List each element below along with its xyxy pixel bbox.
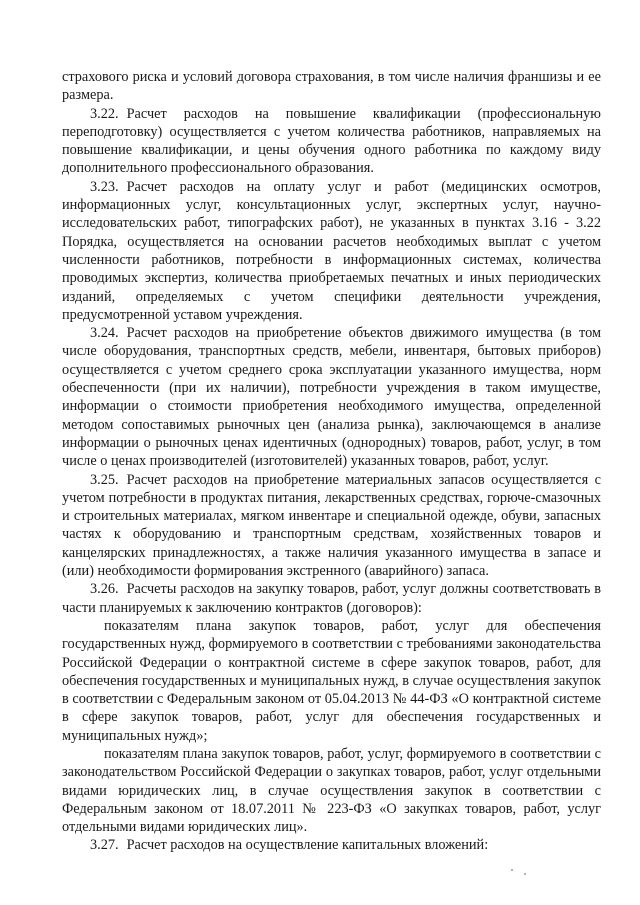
subparagraph-223-fz [62, 745, 601, 836]
paragraph-text: Расчеты расходов на закупку товаров, работ, услуг должны соответствовать в части планируемых к заключению контрактов (договоров): [62, 581, 601, 616]
paragraph-text: Расчет расходов на оплату услуг и работ (медицинских осмотров, информационных услуг, консультационных услуг, экспертных услуг, научно-исследовательских работ, типографских работ), не указанных в пунктах 3.16 - 3.22 Порядка, осуществляется на основании расчетов необходимых выплат с учетом численности работников, потребности в информационных системах, количества проводимых экспертиз, количества приобретаемых печатных и иных периодических изданий, определяемых с учетом специфики деятельности учреждения, предусмотренной уставом учреждения. [62, 178, 601, 323]
paragraph-number: 3.27. [90, 837, 119, 854]
paragraph-number: 3.25. [90, 471, 119, 488]
scan-speck [524, 873, 526, 875]
paragraph-3-24 [62, 324, 601, 470]
paragraph-text: Расчет расходов на приобретение материальных запасов осуществляется с учетом потребности в продуктах питания, лекарственных средствах, горюче-смазочных и строительных материалах, мягком инвентаре и специальной одежде, обуви, запасных частях к оборудованию и транспортным средствам, хозяйственных товаров и канцелярских принадлежностях, а также наличия указанного имущества в запасе и (или) необходимости формирования экстренного (аварийного) запаса. [62, 471, 601, 580]
scan-speck [511, 869, 513, 871]
paragraph-3-22 [62, 105, 601, 178]
paragraph-number: 3.23. [90, 178, 119, 195]
paragraph-text: показателям плана закупок товаров, работ, услуг для обеспечения государственных нужд, формируемого в соответствии с требованиями законодательства Российской Федерации о контрактной системе в сфере закупок товаров, работ, для обеспечения государственных и муниципальных нужд, в случае осуществления закупок в соответствии с Федеральным законом от 05.04.2013 № 44-ФЗ «О контрактной системе в сфере закупок товаров, работ, услуг для обеспечения государственных и муниципальных нужд»; [62, 617, 601, 744]
paragraph-text: показателям плана закупок товаров, работ, услуг, формируемого в соответствии с законодательством Российской Федерации о закупках товаров, работ, услуг отдельными видами юридических лиц, в случае осуществления закупок в соответствии с Федеральным законом от 18.07.2011 № 223-ФЗ «О закупках товаров, работ, услуг отдельными видами юридических лиц». [62, 745, 601, 836]
paragraph-text: страхового риска и условий договора страхования, в том числе наличия франшизы и ее размера. [62, 69, 601, 104]
paragraph-continuation [62, 68, 601, 105]
subparagraph-44-fz [62, 617, 601, 745]
paragraph-number: 3.26. [90, 581, 119, 598]
paragraph-text: Расчет расходов на повышение квалификации (профессиональную переподготовку) осуществляется с учетом количества работников, направляемых на повышение квалификации, и цены обучения одного работника по каждому виду дополнительного профессионального образования. [62, 105, 601, 177]
paragraph-text: Расчет расходов на приобретение объектов движимого имущества (в том числе оборудования, транспортных средств, мебели, инвентаря, бытовых приборов) осуществляется с учетом среднего срока эксплуатации указанного имущества, норм обеспеченности (при их наличии), потребности учреждения в таком имуществе, информации о стоимости приобретения необходимого имущества, определенной методом сопоставимых рыночных цен (анализа рынка), заключающемся в анализе информации о рыночных ценах идентичных (однородных) товаров, работ, услуг, в том числе о ценах производителей (изготовителей) указанных товаров, работ, услуг. [62, 325, 601, 470]
paragraph-3-27 [62, 836, 601, 854]
paragraph-3-25 [62, 471, 601, 581]
paragraph-text: Расчет расходов на осуществление капитальных вложений: [126, 837, 489, 854]
paragraph-3-23 [62, 178, 601, 324]
paragraph-number: 3.24. [90, 325, 119, 342]
paragraph-number: 3.22. [90, 105, 119, 122]
paragraph-3-26 [62, 580, 601, 617]
document-body [62, 68, 601, 855]
